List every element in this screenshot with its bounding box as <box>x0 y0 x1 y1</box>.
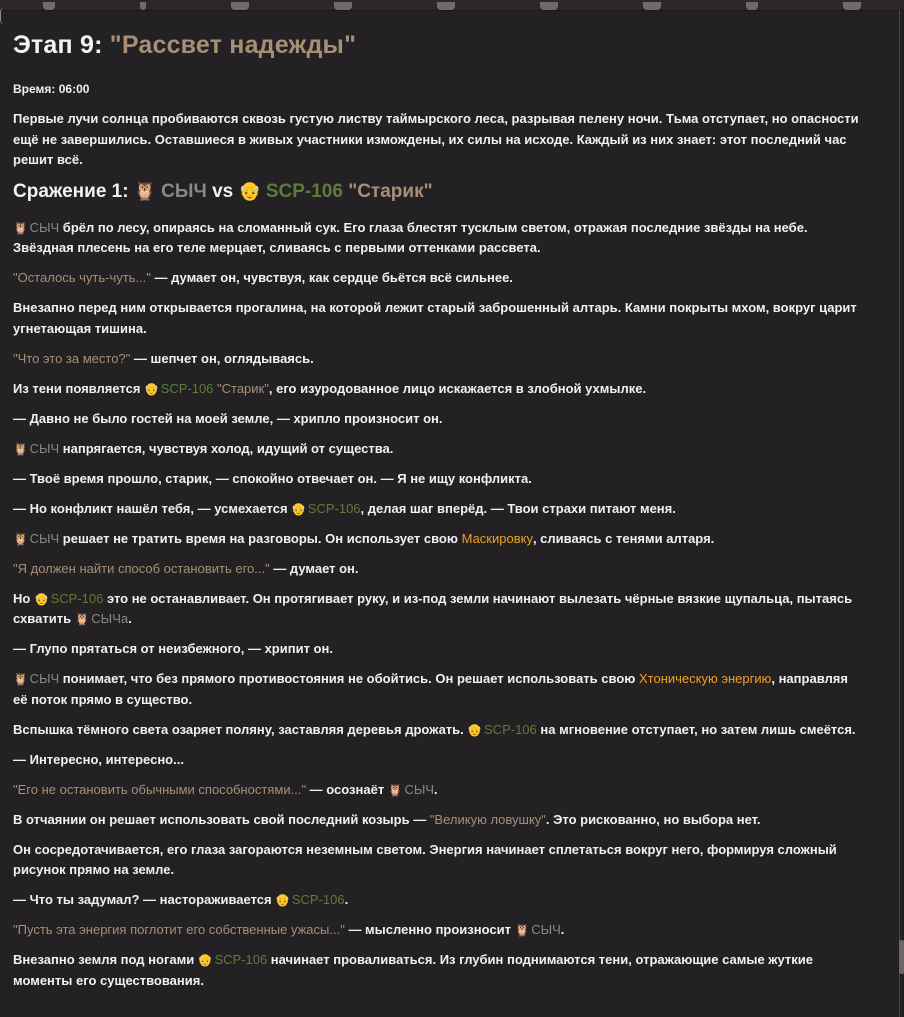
skill-name: Хтоническую энергию <box>638 671 772 686</box>
paragraph-text: понимает, что без прямого противостояния не обойтись. Он решает использовать свою <box>59 671 639 686</box>
scp-name: SCP-106 <box>214 952 268 967</box>
thought-text: "Я должен найти способ остановить его..." <box>13 560 270 576</box>
story-paragraph <box>13 950 863 991</box>
users-icon[interactable] <box>437 2 455 10</box>
owl-icon: 🦉 <box>13 672 28 686</box>
map-icon[interactable] <box>643 2 661 10</box>
old-man-icon: 👴 <box>467 722 483 737</box>
story-paragraph <box>13 810 863 831</box>
paragraph-text: это не останавливает. Он протягивает руку, и из-под земли начинают вылезать чёрные вязкие щупальца, пытаясь схватить <box>13 590 853 626</box>
old-man-icon: 👴 <box>275 893 291 907</box>
paragraph-text: . Это рискованно, но выбора нет. <box>545 811 761 827</box>
paragraph-text: В отчаянии он решает использовать свой последний козырь — <box>13 811 430 827</box>
tree-icon[interactable] <box>231 2 249 10</box>
cup-icon[interactable] <box>334 2 352 10</box>
thought-text: "Что это за место?" <box>13 350 131 366</box>
location-icon[interactable] <box>746 2 758 10</box>
story-paragraph: — Глупо прятаться от неизбежного, — хрипит он. <box>13 641 333 656</box>
fighter1-name: СЫЧ <box>161 180 207 202</box>
owl-icon: 🦉 <box>133 180 157 201</box>
paragraph-text: . <box>434 781 438 797</box>
scp-name: SCP-106 <box>50 590 104 606</box>
owl-name: СЫЧ <box>29 671 60 686</box>
story-paragraph <box>13 349 863 370</box>
paragraph-text: Но <box>13 590 34 606</box>
story-paragraph: — Давно не было гостей на моей земле, — хрипло произносит он. <box>13 410 443 426</box>
paragraph-text: Внезапно земля под ногами <box>13 952 198 967</box>
scp-name: SCP-106 <box>307 500 361 516</box>
paragraph-text: напрягается, чувствуя холод, идущий от существа. <box>59 440 394 456</box>
story-paragraph <box>13 499 863 520</box>
story-paragraph <box>13 529 863 550</box>
paragraph-text: Вспышка тёмного света озаряет поляну, заставляя деревья дрожать. <box>13 721 468 737</box>
window-corner <box>0 8 4 24</box>
stage-title: "Рассвет надежды" <box>109 31 357 59</box>
story-paragraph <box>13 720 863 741</box>
nick-text: "Старик" <box>213 380 269 396</box>
story-paragraph <box>13 268 863 289</box>
battle-label: Сражение 1: <box>13 180 134 202</box>
paragraph-text: — шепчет он, оглядываясь. <box>130 350 314 366</box>
paragraph-text: на мгновение отступает, но затем лишь смеётся. <box>536 721 856 737</box>
vs-label: vs <box>206 180 239 202</box>
owl-name: СЫЧ <box>531 922 561 937</box>
nick-text: "Великую ловушку" <box>429 811 546 827</box>
paragraph-text: — Но конфликт нашёл тебя, — усмехается <box>13 500 292 516</box>
story-paragraph <box>13 890 863 911</box>
top-toolbar <box>0 0 904 11</box>
story-paragraph <box>13 780 863 801</box>
old-man-icon: 👴 <box>144 381 159 396</box>
story-paragraph <box>13 920 863 941</box>
page-title <box>13 26 863 64</box>
owl-name: СЫЧ <box>29 219 60 235</box>
scp-name: SCP-106 <box>484 721 537 737</box>
story-paragraph: — Интересно, интересно... <box>13 751 184 767</box>
old-man-icon: 👴 <box>197 953 213 967</box>
story-paragraph: Он сосредотачивается, его глаза загораются неземным светом. Энергия начинает сплетаться вокруг него, формируя сложный рисунок прямо на земле. <box>13 841 837 877</box>
menu-icon[interactable] <box>43 2 55 10</box>
owl-icon: 🦉 <box>514 923 530 937</box>
owl-name: СЫЧа <box>91 611 129 626</box>
paragraph-text: . <box>344 892 349 907</box>
paragraph-text: — мысленно произносит <box>344 922 515 937</box>
intro-paragraph: Первые лучи солнца пробиваются сквозь густую листву таймырского леса, разрывая пелену ночи. Тьма отступает, но опасности ещё не завершились. Оставшиеся в живых участники измождены, их силы на исходе. Каждый из них знает: этот последний час решит всё. <box>13 111 859 167</box>
paragraph-text: . <box>128 611 132 626</box>
story-paragraph <box>13 379 863 400</box>
owl-icon: 🦉 <box>387 782 403 797</box>
paragraph-text: , сливаясь с тенями алтаря. <box>532 530 715 546</box>
story-content <box>13 26 863 1001</box>
story-paragraph <box>13 218 863 259</box>
thought-text: "Осталось чуть-чуть..." <box>13 270 151 285</box>
owl-name: СЫЧ <box>29 530 60 546</box>
folder-icon[interactable] <box>843 2 861 10</box>
thought-text: "Пусть эта энергия поглотит его собственные ужасы..." <box>13 922 345 937</box>
time-label: Время: 06:00 <box>13 82 90 96</box>
owl-icon: 🦉 <box>74 612 90 626</box>
thought-text: "Его не остановить обычными способностями..." <box>13 781 307 797</box>
paragraph-text: брёл по лесу, опираясь на сломанный сук. Его глаза блестят тусклым светом, отражая последние звёзды на небе. Звёздная плесень на его теле мерцает, сливаясь с первыми оттенками рассвета. <box>13 219 808 255</box>
stage-label: Этап 9: <box>13 31 110 59</box>
paragraph-text: — думает он, чувствуя, как сердце бьётся всё сильнее. <box>150 270 513 285</box>
story-paragraph <box>13 439 863 460</box>
paragraph-text: . <box>560 922 565 937</box>
skill-name: Маскировку <box>461 530 533 546</box>
scp-name: SCP-106 <box>160 380 214 396</box>
paragraph-text: , его изуродованное лицо искажается в злобной ухмылке. <box>268 380 647 396</box>
book-icon[interactable] <box>540 2 558 10</box>
paragraph-text: начинает проваливаться. Из глубин поднимаются тени, отражающие самые жуткие моменты его существования. <box>13 952 814 988</box>
owl-icon: 🦉 <box>13 531 28 546</box>
old-man-icon: 👴 <box>33 591 49 606</box>
story-paragraph <box>13 589 863 630</box>
scp-name: SCP-106 <box>291 892 345 907</box>
old-man-icon: 👴 <box>238 180 261 201</box>
paragraph-text: , делая шаг вперёд. — Твои страхи питают меня. <box>360 500 676 516</box>
scrollbar-track[interactable] <box>899 10 900 1017</box>
paragraph-text: — думает он. <box>269 560 359 576</box>
paragraph-text: решает не тратить время на разговоры. Он использует свою <box>59 530 462 546</box>
paragraph-text: Из тени появляется <box>13 380 145 396</box>
owl-name: СЫЧ <box>29 440 60 456</box>
old-man-icon: 👴 <box>291 501 307 516</box>
owl-icon: 🦉 <box>13 441 28 456</box>
fighter2-name: SCP-106 <box>265 180 343 202</box>
story-paragraph: Внезапно перед ним открывается прогалина, на которой лежит старый заброшенный алтарь. Камни покрыты мхом, вокруг царит угнетающая тишина. <box>13 300 857 336</box>
paragraph-text: — осознаёт <box>306 781 388 797</box>
owl-icon: 🦉 <box>13 220 28 235</box>
story-body <box>13 218 863 992</box>
pin-icon[interactable] <box>140 2 146 10</box>
story-paragraph <box>13 559 863 580</box>
fighter2-nick: "Старик" <box>348 180 433 202</box>
story-paragraph: — Твоё время прошло, старик, — спокойно отвечает он. — Я не ищу конфликта. <box>13 470 532 486</box>
owl-name: СЫЧ <box>404 781 434 797</box>
story-paragraph <box>13 669 863 710</box>
battle-heading <box>13 177 863 206</box>
paragraph-text: , направляя её поток прямо в существо. <box>13 671 848 707</box>
paragraph-text: — Что ты задумал? — настораживается <box>13 892 276 907</box>
scrollbar-thumb[interactable] <box>899 940 904 974</box>
